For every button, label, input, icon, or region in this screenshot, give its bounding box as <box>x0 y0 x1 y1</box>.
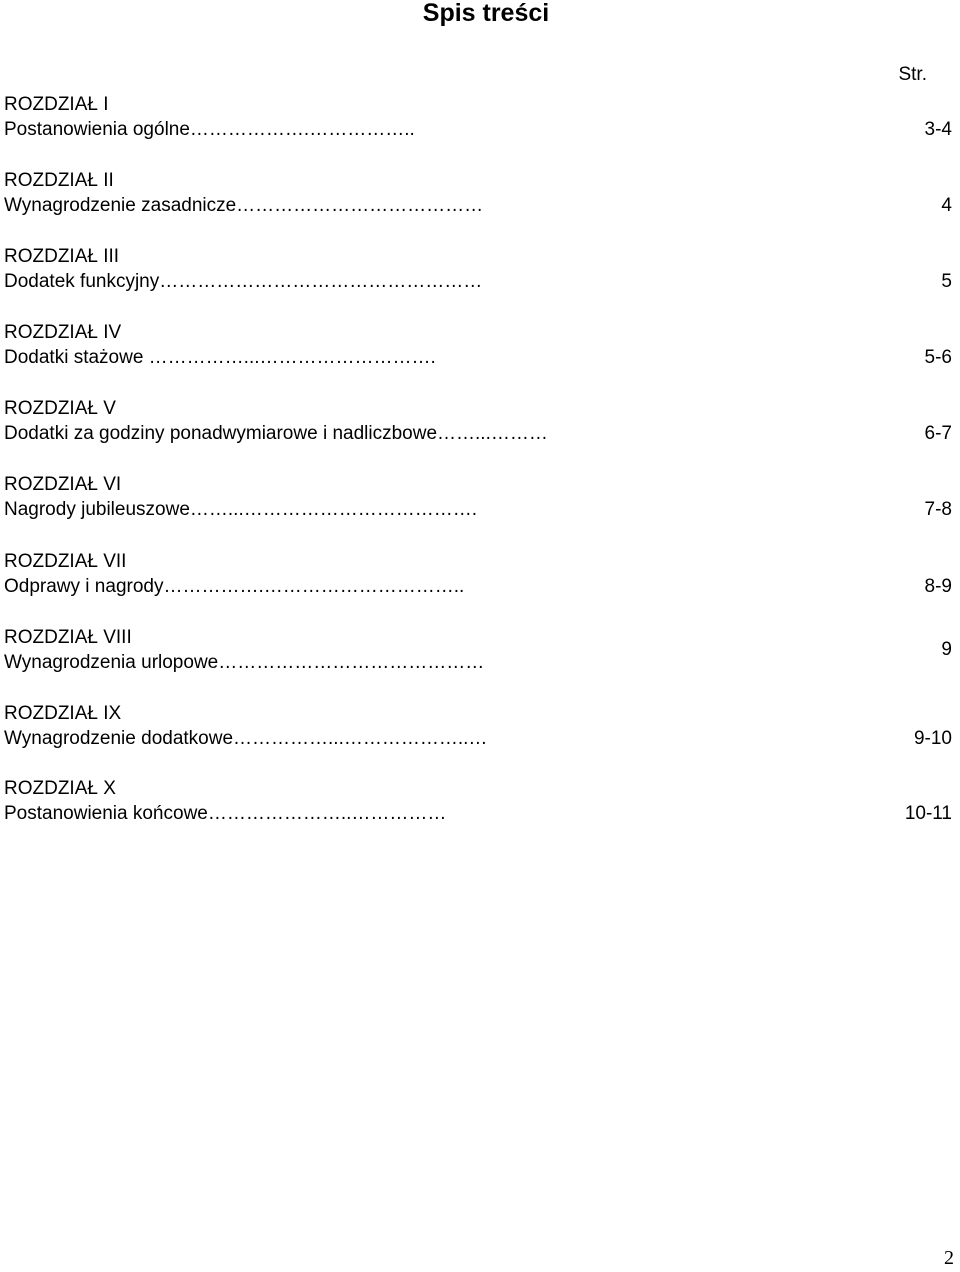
chapter-heading: ROZDZIAŁ IV <box>4 322 122 343</box>
toc-entry-7 <box>4 551 952 601</box>
chapter-name: Nagrody jubileuszowe……...………………………………. <box>4 499 477 520</box>
page-number: 2 <box>944 1247 954 1269</box>
chapter-heading: ROZDZIAŁ III <box>4 246 120 267</box>
page-column-label: Str. <box>898 64 927 85</box>
toc-entry-8 <box>4 627 952 677</box>
chapter-page: 3-4 <box>924 119 952 140</box>
chapter-heading: ROZDZIAŁ VI <box>4 474 122 495</box>
chapter-name: Wynagrodzenie zasadnicze………………………………… <box>4 195 484 216</box>
chapter-name: Dodatki stażowe ……………...………………………. <box>4 347 436 368</box>
chapter-heading: ROZDZIAŁ IX <box>4 703 122 724</box>
toc-entry-6 <box>4 474 952 524</box>
toc-entry-3 <box>4 246 952 296</box>
toc-entry-2 <box>4 170 952 220</box>
chapter-name: Wynagrodzenie dodatkowe……………...………………..… <box>4 728 488 749</box>
chapter-page: 7-8 <box>924 499 952 520</box>
chapter-name: Dodatek funkcyjny…………………………………………… <box>4 271 483 292</box>
toc-entry-10 <box>4 778 952 828</box>
chapter-heading: ROZDZIAŁ VIII <box>4 627 132 648</box>
chapter-page: 5-6 <box>924 347 952 368</box>
toc-entry-1 <box>4 94 952 144</box>
toc-entry-9 <box>4 703 952 753</box>
toc-entry-5 <box>4 398 952 448</box>
chapter-page: 4 <box>941 195 952 216</box>
chapter-heading: ROZDZIAŁ V <box>4 398 116 419</box>
chapter-heading: ROZDZIAŁ II <box>4 170 114 191</box>
page-title: Spis treści <box>422 0 550 27</box>
chapter-page: 9-10 <box>913 728 952 749</box>
chapter-page: 8-9 <box>924 576 952 597</box>
chapter-name: Postanowienia ogólne……………….…………….. <box>4 119 415 140</box>
chapter-heading: ROZDZIAŁ X <box>4 778 116 799</box>
chapter-page: 5 <box>941 271 952 292</box>
chapter-heading: ROZDZIAŁ I <box>4 94 109 115</box>
chapter-name: Odprawy i nagrody…………….………………………….. <box>4 576 465 597</box>
chapter-page: 6-7 <box>924 423 952 444</box>
chapter-name: Wynagrodzenia urlopowe…………………………………… <box>4 652 485 673</box>
chapter-page: 9 <box>941 639 952 660</box>
chapter-page: 10-11 <box>904 803 952 824</box>
chapter-name: Postanowienia końcowe…………………..…………… <box>4 803 447 824</box>
chapter-heading: ROZDZIAŁ VII <box>4 551 127 572</box>
toc-entry-4 <box>4 322 952 372</box>
chapter-name: Dodatki za godziny ponadwymiarowe i nadliczbowe……...……… <box>4 423 548 444</box>
